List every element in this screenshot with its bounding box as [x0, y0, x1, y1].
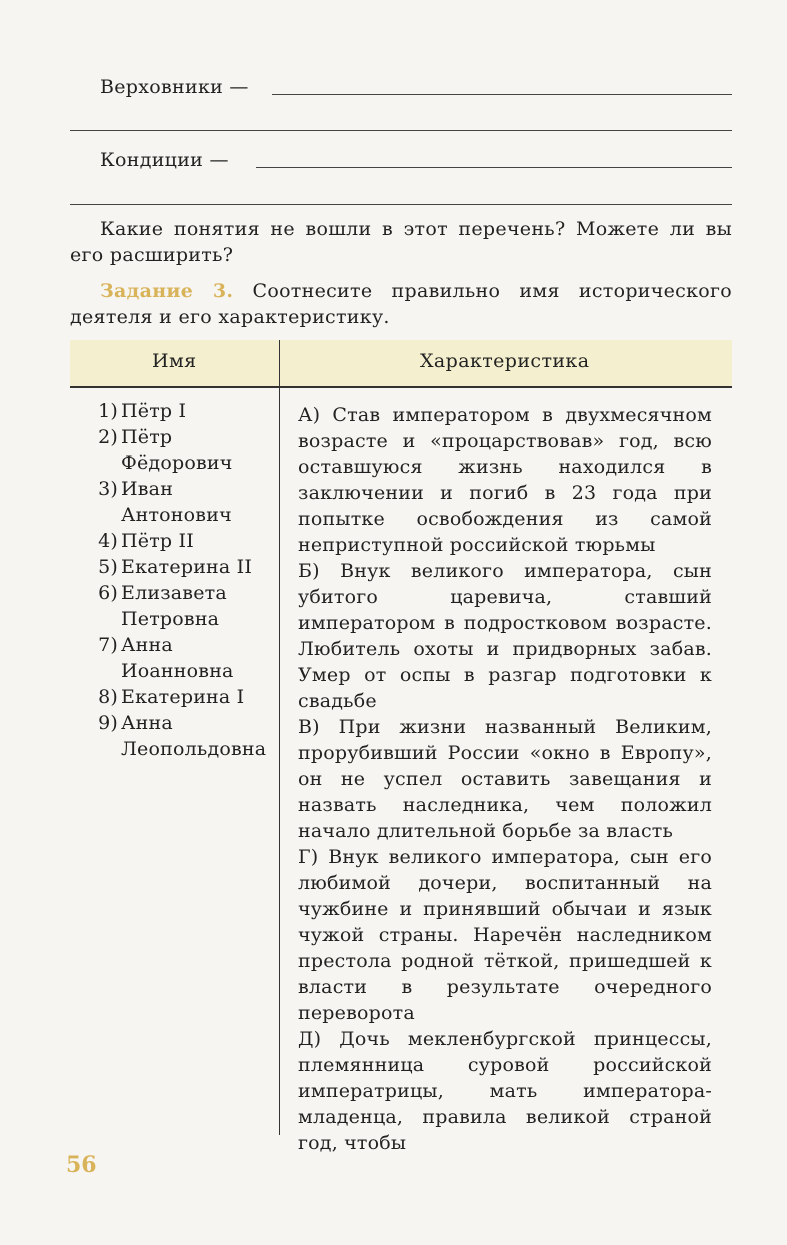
- characteristic-item: Б) Внук великого императора, сын убитого царевича, ставший императором в подростковом возрасте. Любитель охоты и придворных забав. Умер от оспы в разгар подготовки к свадьбе: [298, 560, 712, 712]
- list-item: 9) Анна Леопольдовна: [98, 712, 267, 760]
- characteristic-item: Г) Внук великого императора, сын его любимой дочери, воспитанный на чужбине и принявший обычаи и язык чужой страны. Наречён наследником престола родной тёткой, пришедшей к власти в результате очередного переворота: [298, 846, 712, 1024]
- list-item: 4) Пётр II: [98, 530, 194, 552]
- task-text: Соотнесите правильно имя исторического деятеля и его характеристику.: [70, 280, 733, 328]
- names-list: [84, 398, 274, 762]
- konditsii-answer-line-2[interactable]: [70, 204, 732, 205]
- list-item: 1) Пётр I: [98, 400, 187, 422]
- header-name: Имя: [152, 350, 197, 372]
- task-label: Задание 3.: [100, 280, 234, 302]
- column-divider: [279, 340, 280, 1135]
- konditsii-label: Кондиции —: [100, 149, 229, 171]
- header-characteristic: Характеристика: [420, 350, 590, 372]
- verkhovniki-answer-line-2[interactable]: [70, 130, 732, 131]
- list-item: 8) Екатерина I: [98, 686, 245, 708]
- task-3: [70, 278, 732, 330]
- verkhovniki-answer-line[interactable]: [272, 94, 732, 95]
- page-number: 56: [66, 1152, 97, 1178]
- characteristic-item: А) Став императором в двухмесячном возрасте и «процарствовав» год, всю оставшуюся жизнь находился в заключении и погиб в 23 года при попытке освобождения из самой неприступной российской тюрьмы: [298, 404, 712, 556]
- question-text: Какие понятия не вошли в этот перечень? Можете ли вы его расширить?: [70, 218, 732, 266]
- list-item: 7) Анна Иоанновна: [98, 634, 234, 682]
- verkhovniki-label: Верховники —: [100, 76, 249, 98]
- konditsii-answer-line[interactable]: [256, 167, 732, 168]
- characteristic-item: Д) Дочь мекленбургской принцессы, племянница суровой российской императрицы, мать императора-младенца, правила великой страной год, чтобы: [298, 1028, 712, 1154]
- list-item: 2) Пётр Фёдорович: [98, 426, 233, 474]
- list-item: 5) Екатерина II: [98, 556, 253, 578]
- characteristics-list: [298, 402, 712, 1156]
- list-item: 3) Иван Антонович: [98, 478, 232, 526]
- list-item: 6) Елизавета Петровна: [98, 582, 227, 630]
- characteristic-item: В) При жизни названный Великим, прорубивший России «окно в Европу», он не успел оставить завещания и назвать наследника, чем положил начало длительной борьбе за власть: [298, 716, 712, 842]
